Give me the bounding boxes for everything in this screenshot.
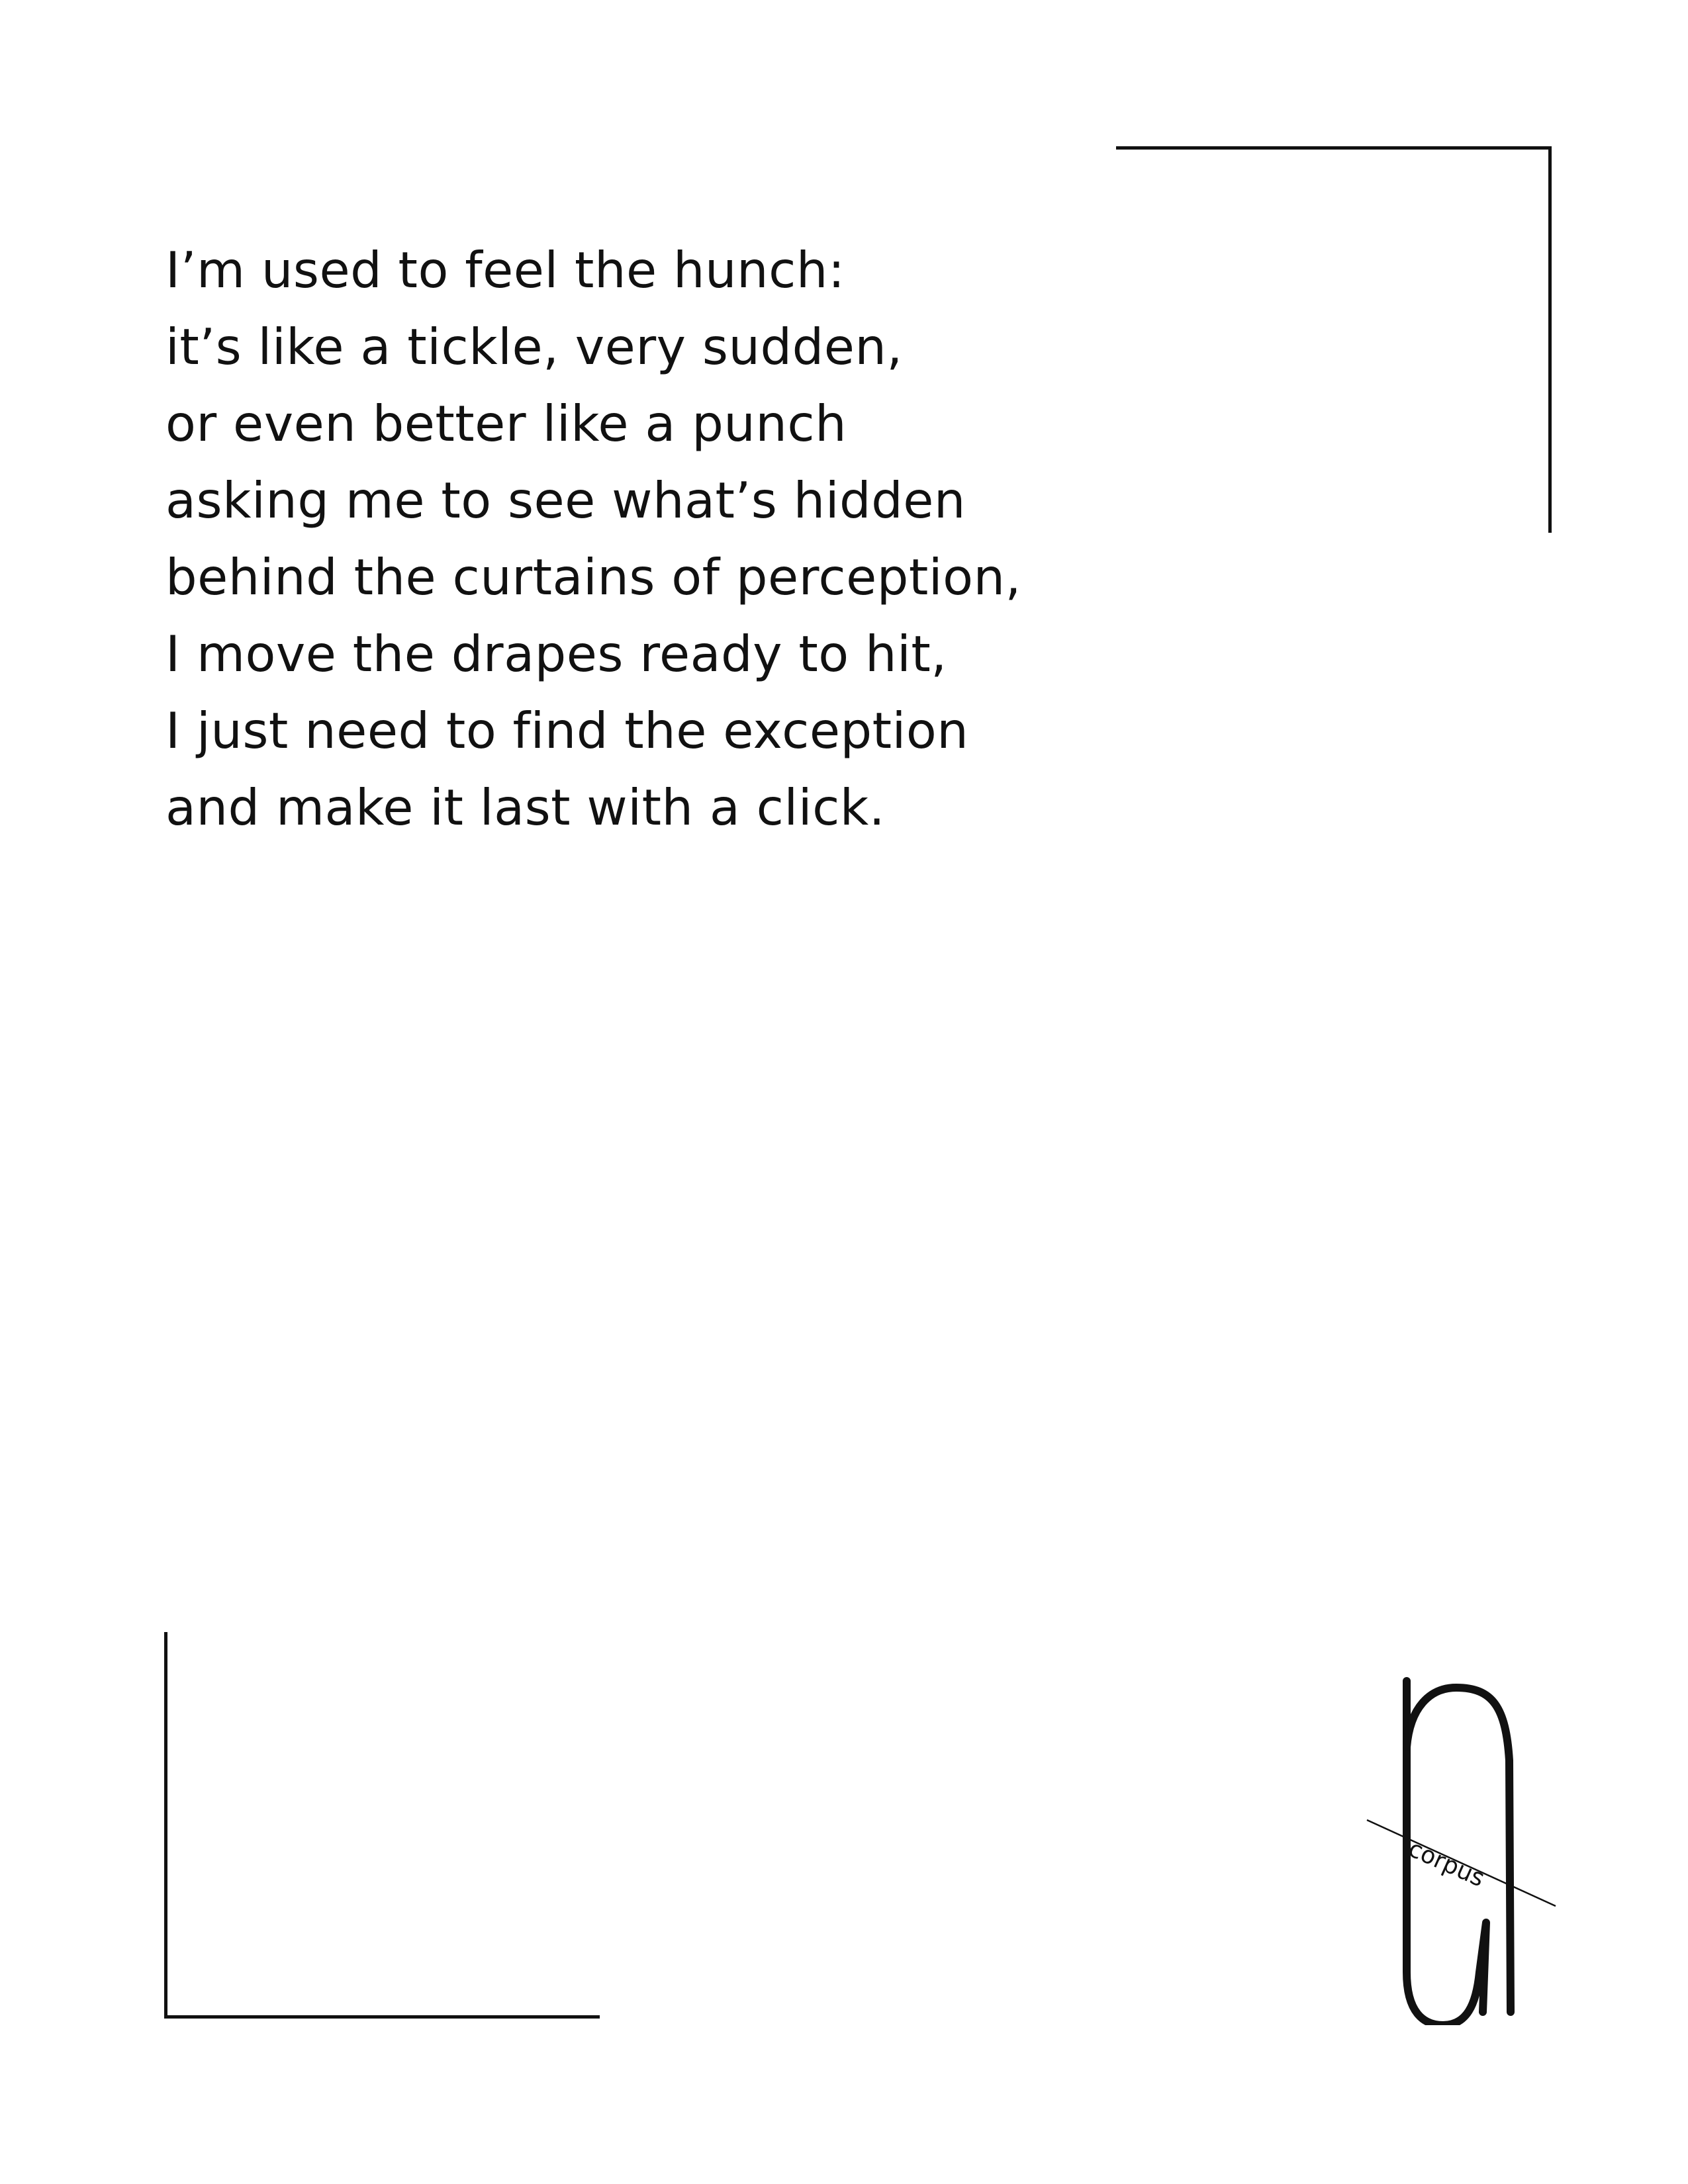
poem-line-6: I move the drapes ready to hit, [165,625,947,683]
poem-line-7: I just need to find the exception [165,702,969,760]
corpus-logo-mark-icon [1344,1668,1569,2025]
poem-line-3: or even better like a punch [165,394,847,453]
corpus-logo [1344,1668,1569,2025]
corner-frame-top-right [1116,146,1552,533]
corner-frame-bottom-left [164,1632,600,2019]
poem-line-5: behind the curtains of perception, [165,548,1021,606]
poem-line-8: and make it last with a click. [165,778,886,837]
poem-line-2: it’s like a tickle, very sudden, [165,318,903,376]
corpus-logo-text: corpus [1404,1835,1489,1893]
poem-line-4: asking me to see what’s hidden [165,471,966,529]
poem-line-1: I’m used to feel the hunch: [165,241,845,299]
poem [165,232,1158,846]
